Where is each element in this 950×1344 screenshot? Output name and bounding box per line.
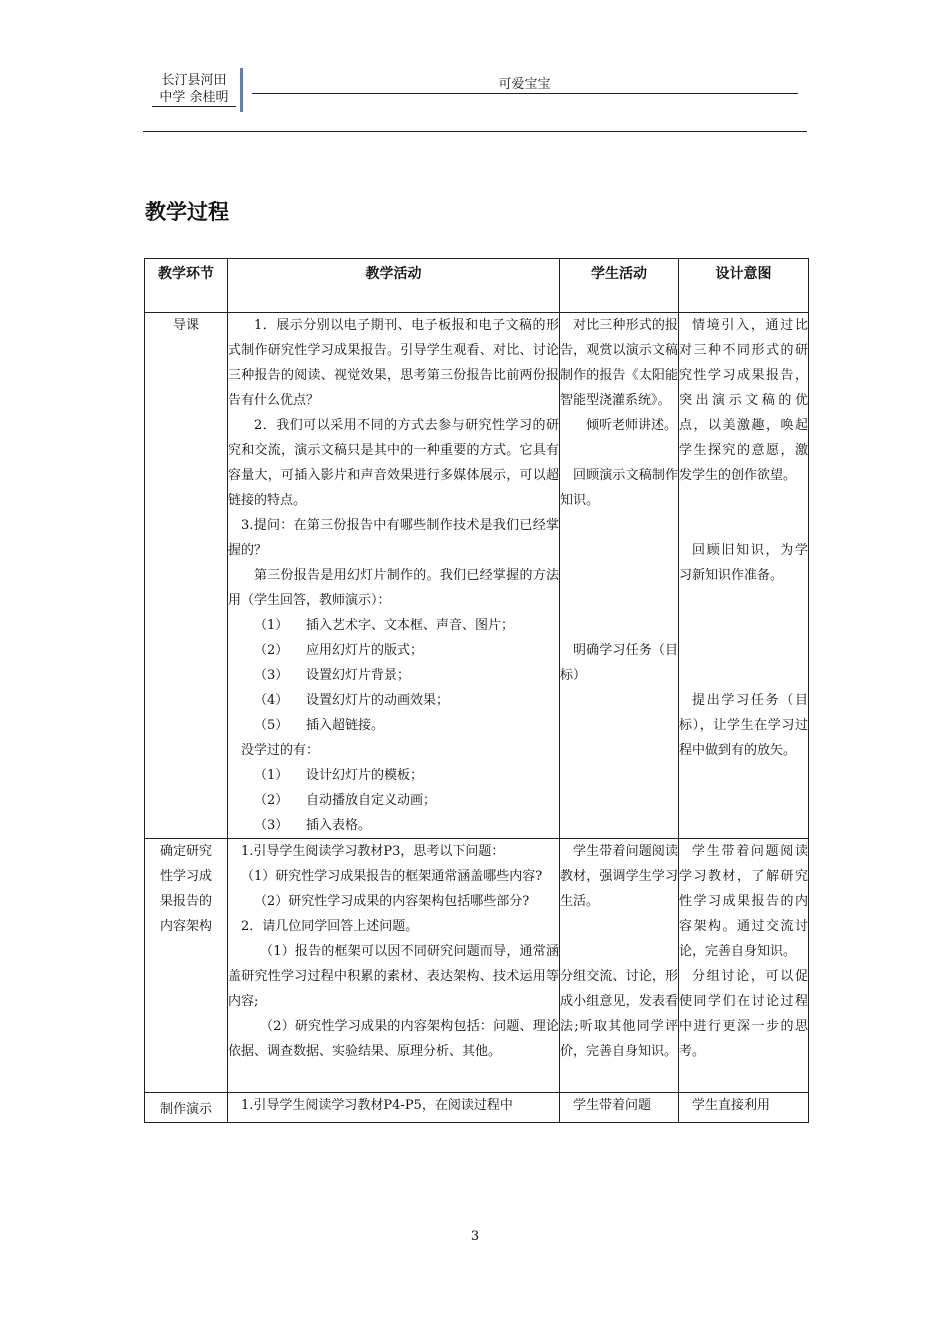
header-accent-bar xyxy=(240,68,243,112)
teaching-paragraph: 1．展示分别以电子期刊、电子板报和电子文稿的形式制作研究性学习成果报告。引导学生观看、对比、讨论三种报告的阅读、视觉效果，思考第三份报告比前两份报告有什么优点？ xyxy=(228,318,559,408)
teaching-paragraph: 3.提问：在第三份报告中有哪些制作技术是我们已经掌握的？ xyxy=(228,518,559,558)
teaching-paragraph: （2）研究性学习成果的内容架构包括哪些部分? xyxy=(254,894,530,909)
list-item: （4） 设置幻灯片的动画效果； xyxy=(254,693,450,708)
student-cell xyxy=(560,839,679,1093)
list-item: （2） 自动播放自定义动画； xyxy=(254,793,437,808)
design-paragraph: 分组讨论，可以促使同学们在讨论过程中进行更深一步的思考。 xyxy=(679,969,808,1059)
col-header-student: 学生活动 xyxy=(560,259,679,313)
header-author xyxy=(152,72,236,107)
list-item: （1） 插入艺术字、文本框、声音、图片； xyxy=(254,618,515,633)
col-header-teaching: 教学活动 xyxy=(228,259,560,313)
design-cell xyxy=(679,839,809,1093)
col-header-design: 设计意图 xyxy=(679,259,809,313)
teaching-paragraph: 2．请几位同学回答上述问题。 xyxy=(241,919,419,934)
teaching-paragraph: 2．我们可以采用不同的方式去参与研究性学习的研究和交流，演示文稿只是其中的一种重要的方式。它具有容量大，可插入影片和声音效果进行多媒体展示，可以超链接的特点。 xyxy=(228,418,559,508)
student-paragraph: 明确学习任务（目标） xyxy=(560,643,678,683)
table-header-row xyxy=(145,259,809,313)
list-item: （5） 插入超链接。 xyxy=(254,718,385,733)
student-paragraph: 对比三种形式的报告，观赏以演示文稿制作的报告《太阳能智能型浇灌系统》。 xyxy=(560,318,678,408)
student-paragraph: 回顾演示文稿制作知识。 xyxy=(560,468,678,508)
student-paragraph: 倾听老师讲述。 xyxy=(586,418,678,433)
design-cell xyxy=(679,313,809,839)
header-rule xyxy=(252,93,798,94)
teaching-paragraph: 第三份报告是用幻灯片制作的。我们已经掌握的方法用（学生回答，教师演示）： xyxy=(228,568,559,608)
design-cell xyxy=(679,1093,809,1123)
list-item: （1） 设计幻灯片的模板； xyxy=(254,768,424,783)
list-item: （3） 设置幻灯片背景； xyxy=(254,668,411,683)
list-item: （2） 应用幻灯片的版式； xyxy=(254,643,424,658)
design-paragraph: 回顾旧知识，为学习新知识作准备。 xyxy=(679,543,808,583)
table-row xyxy=(145,1093,809,1123)
header-author-line2: 中学 余桂明 xyxy=(152,89,236,107)
stage-cell: 导课 xyxy=(145,313,228,839)
teaching-paragraph: （1）研究性学习成果报告的框架通常涵盖哪些内容? xyxy=(241,869,543,884)
header-author-line1: 长汀县河田 xyxy=(161,73,227,88)
design-paragraph: 提出学习任务（目标），让学生在学习过程中做到有的放矢。 xyxy=(679,693,808,758)
teaching-paragraph: 没学过的有： xyxy=(241,743,320,758)
design-paragraph: 学生直接利用 xyxy=(692,1098,771,1113)
teaching-cell xyxy=(228,839,560,1093)
lesson-table xyxy=(144,258,809,1123)
page-number: 3 xyxy=(470,1229,480,1244)
header-title: 可爱宝宝 xyxy=(498,77,551,92)
teaching-paragraph: 1.引导学生阅读学习教材P4-P5，在阅读过程中 xyxy=(241,1098,513,1113)
teaching-cell xyxy=(228,1093,560,1123)
student-paragraph: 学生带着问题 xyxy=(573,1098,652,1113)
student-cell xyxy=(560,313,679,839)
table-row xyxy=(145,313,809,839)
student-paragraph: 分组交流、讨论，形成小组意见，发表看法;听取其他同学评价，完善自身知识。 xyxy=(560,969,678,1059)
list-item: （3） 插入表格。 xyxy=(254,818,372,833)
student-cell xyxy=(560,1093,679,1123)
col-header-stage: 教学环节 xyxy=(145,259,228,313)
teaching-paragraph: 1.引导学生阅读学习教材P3，思考以下问题： xyxy=(241,844,505,859)
design-paragraph: 情境引入，通过比对三种不同形式的研究性学习成果报告，突出演示文稿的优点，以美激趣，唤起学生探究的意愿，激发学生的创作欲望。 xyxy=(679,318,808,483)
teaching-paragraph: （2）研究性学习成果的内容架构包括：问题、理论依据、调查数据、实验结果、原理分析、其他。 xyxy=(228,1019,559,1059)
section-title: 教学过程 xyxy=(145,200,229,224)
teaching-cell xyxy=(228,313,560,839)
student-paragraph: 学生带着问题阅读教材，强调学生学习生活。 xyxy=(560,844,678,909)
header-bottom-rule xyxy=(143,131,807,132)
stage-cell: 制作演示 xyxy=(145,1093,228,1123)
table-row xyxy=(145,839,809,1093)
stage-cell: 确定研究性学习成果报告的内容架构 xyxy=(145,839,228,1093)
design-paragraph: 学生带着问题阅读学习教材，了解研究性学习成果报告的内容架构。通过交流讨论，完善自身知识。 xyxy=(679,844,808,959)
teaching-paragraph: （1）报告的框架可以因不同研究问题而导，通常涵盖研究性学习过程中积累的素材、表达架构、技术运用等内容; xyxy=(228,944,559,1009)
